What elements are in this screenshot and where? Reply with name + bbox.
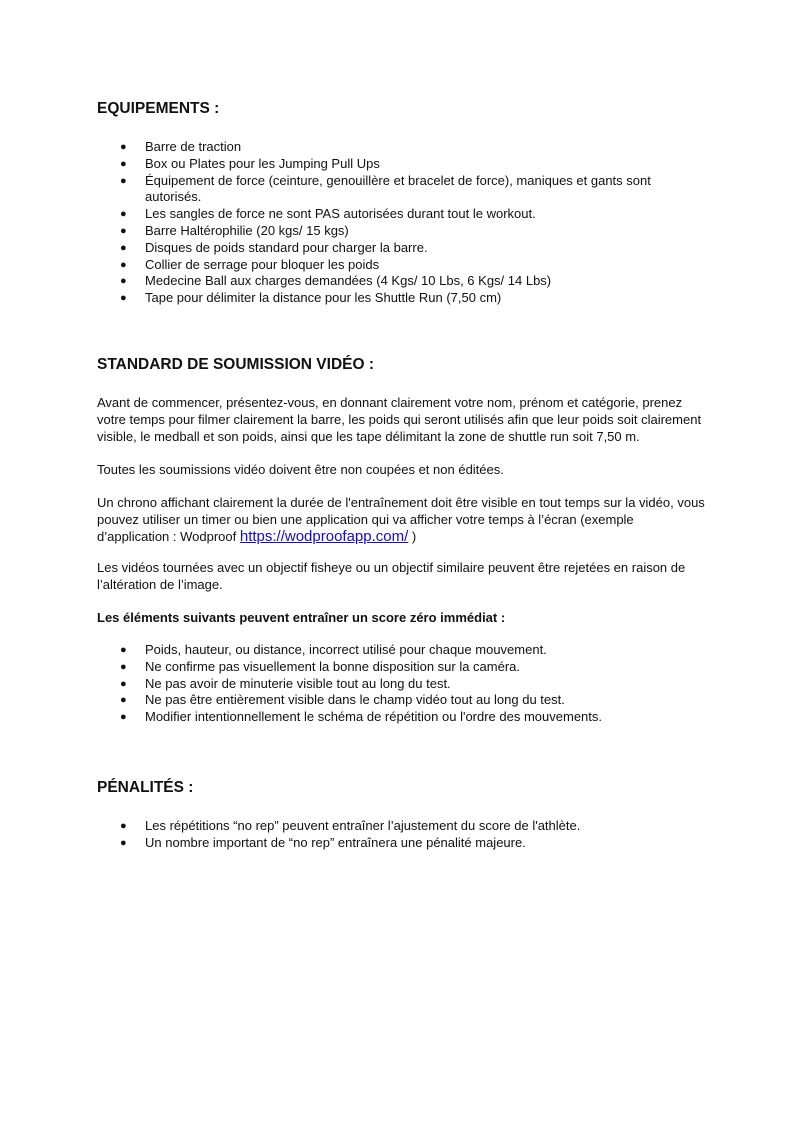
list-item-text: Medecine Ball aux charges demandées (4 Kgs/ 10 Lbs, 6 Kgs/ 14 Lbs)	[145, 273, 552, 289]
list-item	[97, 240, 707, 257]
bullet-icon: ●	[120, 677, 127, 690]
bullet-icon: ●	[120, 258, 127, 271]
list-item	[97, 257, 707, 274]
list-item	[97, 692, 707, 709]
video-paragraph-fisheye: Les vidéos tournées avec un objectif fisheye ou un objectif similaire peuvent être rejetées en raison de l’altération de l’image.	[97, 559, 686, 592]
list-item	[97, 676, 707, 693]
list-item-text: Poids, hauteur, ou distance, incorrect utilisé pour chaque mouvement.	[145, 641, 547, 657]
section-title-penalites: PÉNALITÉS :	[97, 778, 194, 796]
timer-text-end: )	[408, 528, 417, 544]
list-item-text: Les sangles de force ne sont PAS autorisées durant tout le workout.	[145, 206, 536, 222]
timer-text: Un chrono affichant clairement la durée de l'entraînement doit être visible en tout temps sur la vidéo, vous pouvez utiliser un timer ou bien une application qui va afficher votre temps à l’écran (exemple d’application : Wodproof	[97, 494, 705, 544]
list-item-text: Collier de serrage pour bloquer les poids	[145, 256, 380, 272]
penalites-list	[97, 818, 707, 852]
bullet-icon: ●	[120, 836, 127, 849]
bullet-icon: ●	[120, 157, 127, 170]
list-item	[97, 173, 707, 207]
document-content	[97, 96, 707, 852]
list-item	[97, 709, 707, 726]
bullet-icon: ●	[120, 241, 127, 254]
bullet-icon: ●	[120, 174, 127, 187]
list-item	[97, 818, 707, 835]
list-item	[97, 223, 707, 240]
list-item-text: Disques de poids standard pour charger la barre.	[145, 239, 428, 255]
list-item	[97, 290, 707, 307]
list-item-text: Box ou Plates pour les Jumping Pull Ups	[145, 155, 380, 171]
list-item-text: Ne pas être entièrement visible dans le champ vidéo tout au long du test.	[145, 692, 565, 708]
video-paragraph-timer	[97, 494, 707, 545]
list-item-text: Modifier intentionnellement le schéma de répétition ou l'ordre des mouvements.	[145, 709, 603, 725]
bullet-icon: ●	[120, 275, 127, 288]
bullet-icon: ●	[120, 141, 127, 153]
list-item	[97, 835, 707, 852]
bullet-icon: ●	[120, 660, 127, 673]
list-item	[97, 642, 707, 659]
bullet-icon: ●	[120, 711, 127, 724]
bullet-icon: ●	[120, 292, 127, 305]
list-item	[97, 156, 707, 173]
bullet-icon: ●	[120, 224, 127, 237]
list-item	[97, 206, 707, 223]
section-title-video: STANDARD DE SOUMISSION VIDÉO :	[97, 355, 375, 373]
video-paragraph-intro: Avant de commencer, présentez-vous, en donnant clairement votre nom, prénom et catégorie, prenez votre temps pour filmer clairement la barre, les poids qui seront utilisés afin que leur poids soit clairement visible, le medball et son poids, ainsi que les tape délimitant la zone de shuttle run soit 7,50 m.	[97, 394, 702, 444]
list-item-text: Barre Haltérophilie (20 kgs/ 15 kgs)	[145, 222, 349, 238]
list-item	[97, 273, 707, 290]
bullet-icon: ●	[120, 643, 127, 656]
equipements-list	[97, 139, 707, 307]
list-item	[97, 659, 707, 676]
zero-score-heading: Les éléments suivants peuvent entraîner un score zéro immédiat :	[97, 609, 506, 625]
list-item	[97, 139, 707, 156]
list-item-text: Un nombre important de “no rep” entraînera une pénalité majeure.	[145, 834, 526, 850]
section-title-equipements: EQUIPEMENTS :	[97, 100, 220, 117]
list-item-text: Équipement de force (ceinture, genouillère et bracelet de force), maniques et gants sont autorisés.	[145, 172, 651, 205]
list-item-text: Ne confirme pas visuellement la bonne disposition sur la caméra.	[145, 658, 521, 674]
list-item-text: Tape pour délimiter la distance pour les Shuttle Run (7,50 cm)	[145, 290, 502, 306]
bullet-icon: ●	[120, 819, 127, 832]
video-paragraph-uncut: Toutes les soumissions vidéo doivent être non coupées et non éditées.	[97, 461, 504, 477]
list-item-text: Ne pas avoir de minuterie visible tout au long du test.	[145, 675, 451, 691]
zero-score-list	[97, 642, 707, 726]
bullet-icon: ●	[120, 208, 127, 221]
wodproof-link[interactable]: https://wodproofapp.com/	[239, 527, 409, 545]
bullet-icon: ●	[120, 694, 127, 707]
list-item-text: Les répétitions “no rep” peuvent entraîner l’ajustement du score de l'athlète.	[145, 817, 581, 833]
list-item-text: Barre de traction	[145, 139, 242, 154]
